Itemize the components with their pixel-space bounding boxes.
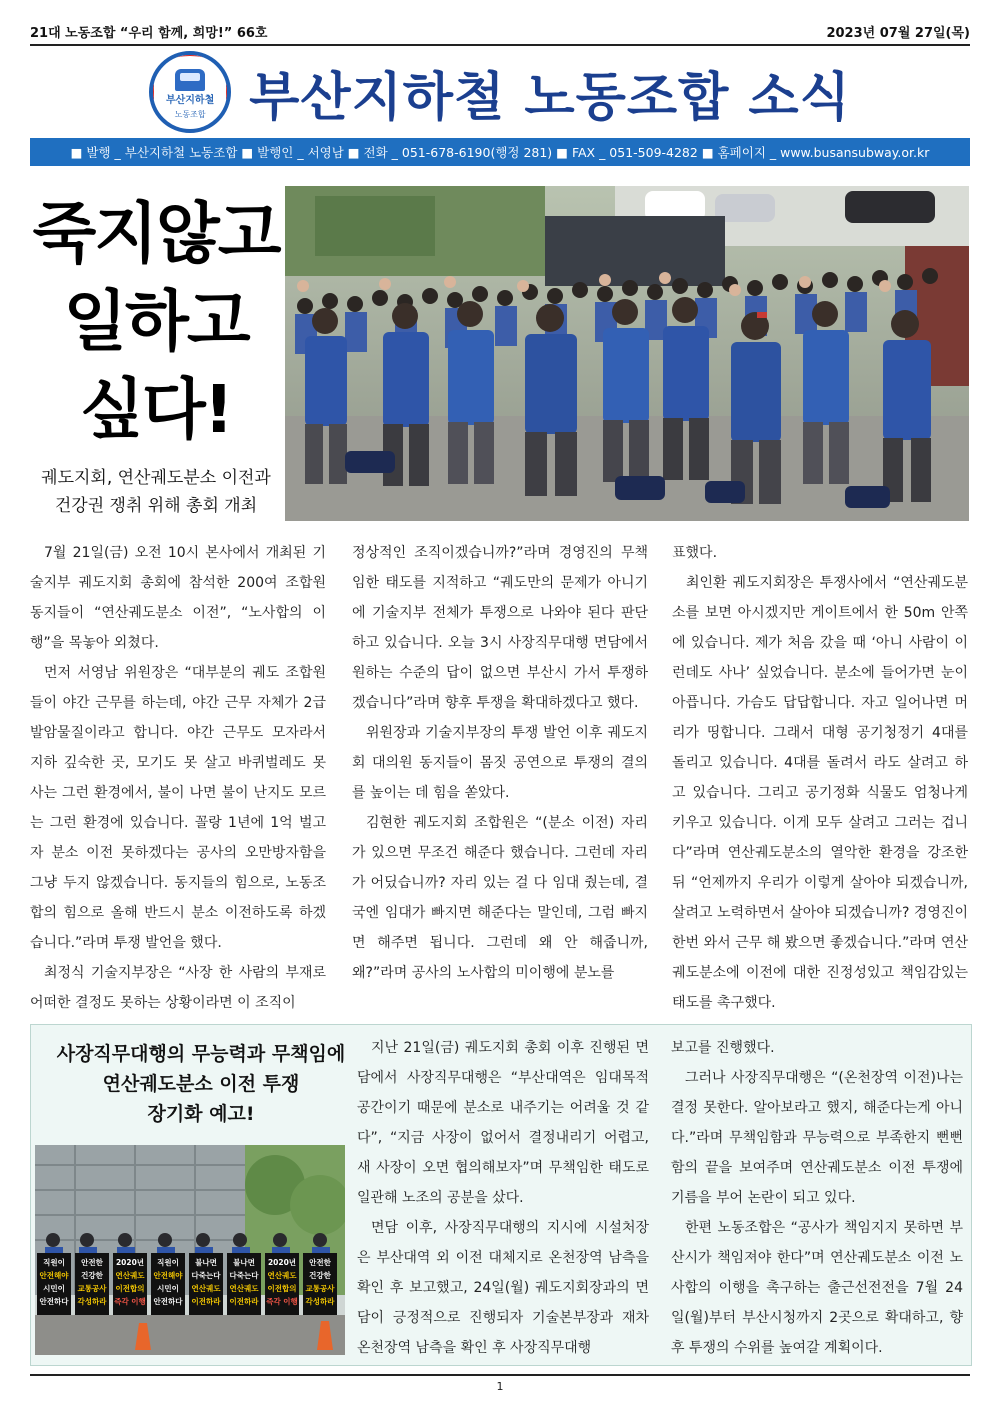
article-column-1 xyxy=(30,538,326,1018)
sign-6-line-1: 불나면 xyxy=(233,1258,255,1267)
side-story-box xyxy=(30,1024,972,1366)
paragraph: 최인환 궤도지회장은 투쟁사에서 “연산궤도분소를 보면 아시겠지만 게이트에서 한 50m 안쪽에 있습니다. 제가 처음 갔을 때 ‘아니 사람이 이런데도 사나’ 싶었습니다. 분소에 들어가면 눈이 아픕니다. 가슴도 답답합니다. 자고 일어나면 머리가 띵합니다. 그래서 대형 공기청정기 4대를 돌리고 있습니다. 4대를 돌려서 라도 살려고 하고 있습니다. 그리고 공기정화 식물도 엄청나게 키우고 있습니다. 이게 모두 살려고 그러는 겁니다”라며 연산궤도분소의 열악한 환경을 강조한 뒤 “언제까지 우리가 이렇게 살아야 되겠습니까, 살려고 노력하면서 살아야 되겠습니까? 경영진이 한번 와서 근무 해 봤으면 좋겠습니다.”라며 연산궤도분소에 이전에 대한 진정성있고 책임감있는 태도를 촉구했다. xyxy=(672,575,968,1011)
sign-1-line-3: 시민이 xyxy=(43,1284,65,1293)
box-column-2 xyxy=(671,1033,963,1363)
sign-8-line-2: 건강한 xyxy=(309,1271,331,1280)
issue-date: 2023년 07월 27일(목) xyxy=(826,25,970,41)
headline-line-3: 싶다! xyxy=(80,371,232,448)
sign-1-line-1: 직원이 xyxy=(43,1258,65,1267)
sign-6-line-4: 이전하라 xyxy=(229,1297,259,1306)
paragraph: 보고를 진행했다. xyxy=(671,1040,775,1056)
paragraph: 지난 21일(금) 궤도지회 총회 이후 진행된 면담에서 사장직무대행은 “부산대역은 임대목적 공간이기 때문에 분소로 내주기는 어려울 것 같다”, “지금 사장이 없어서 결정내리기 어렵고, 새 사장이 오면 협의해보자”며 무책임한 태도로 일관해 노조의 공분을 샀다. xyxy=(357,1040,649,1206)
sign-7-line-1: 2020년 xyxy=(267,1258,297,1267)
sign-5-line-1: 불나면 xyxy=(195,1258,217,1267)
subheadline-line-1: 궤도지회, 연산궤도분소 이전과 xyxy=(41,468,271,488)
sign-8-line-4: 각성하라 xyxy=(305,1297,335,1306)
sign-2-line-3: 교통공사 xyxy=(77,1284,107,1293)
subheadline-line-2: 건강권 쟁취 위해 총회 개최 xyxy=(54,496,258,516)
paragraph: 7월 21일(금) 오전 10시 본사에서 개최된 기술지부 궤도지회 총회에 참석한 200여 조합원 동지들이 “연산궤도분소 이전”, “노사합의 이행”을 목놓아 외쳤다. xyxy=(30,545,326,651)
sign-4-line-1: 직원이 xyxy=(157,1258,179,1267)
sign-5-line-2: 다죽는다 xyxy=(191,1271,221,1280)
sign-1-line-2: 안전해야 xyxy=(39,1271,69,1280)
publisher-info-bar: ■ 발행 _ 부산지하철 노동조합 ■ 발행인 _ 서영남 ■ 전화 _ 051-678-6190(행정 281) ■ FAX _ 051-509-4282 ■ 홈페이지 _ www.busansubway.or.kr xyxy=(30,138,970,166)
sign-2-line-1: 안전한 xyxy=(81,1258,103,1267)
paragraph: 위원장과 기술지부장의 투쟁 발언 이후 궤도지회 대의원 동지들이 몸짓 공연으로 투쟁의 결의를 높이는 데 힘을 쏟았다. xyxy=(352,725,648,801)
paragraph: 먼저 서영남 위원장은 “대부분의 궤도 조합원들이 야간 근무를 하는데, 야간 근무 자체가 2급 발암물질이라고 합니다. 야간 근무도 모자라서 지하 깊숙한 곳, 모기도 못 살고 바퀴벌레도 못 사는 그런 환경에서, 불이 나면 불이 난지도 모르는 그런 환경에 있습니다. 꼴랑 1년에 1억 벌고자 분소 이전 못하겠다는 공사의 오만방자함을 그냥 두지 않겠습니다. 동지들의 힘으로, 노동조합의 힘으로 올해 반드시 분소 이전하도록 하겠습니다.”라며 투쟁 발언을 했다. xyxy=(30,665,326,951)
issue-line xyxy=(30,20,970,46)
sign-3-line-1: 2020년 xyxy=(115,1258,145,1267)
article-body xyxy=(30,538,970,1020)
logo-subtext: 노동조합 xyxy=(174,110,206,119)
sign-4-line-3: 시민이 xyxy=(157,1284,179,1293)
paragraph: 그러나 사장직무대행은 “(온천장역 이전)나는 결정 못한다. 알아보라고 했지, 해준다는게 아니다.”라며 무책임함과 무능력으로 부족한지 뻔뻔함의 끝을 보여주며 연산궤도분소 이전 투쟁에 기름을 부어 논란이 되고 있다. xyxy=(671,1070,963,1206)
headline-line-1: 죽지않고 xyxy=(32,195,280,272)
paragraph: 한편 노동조합은 “공사가 책임지지 못하면 부산시가 책임져야 한다”며 연산궤도분소 이전 노사합의 이행을 촉구하는 출근선전전을 7월 24일(월)부터 부산시청까지 2곳으로 확대하고, 향후 투쟁의 수위를 높여갈 계획이다. xyxy=(671,1220,963,1356)
article-column-2 xyxy=(352,538,648,988)
subheadline xyxy=(30,464,282,520)
paragraph: 표했다. xyxy=(672,545,718,561)
sign-5-line-3: 연산궤도 xyxy=(191,1284,221,1293)
headline-line-2: 일하고 xyxy=(63,283,249,360)
protest-photo xyxy=(35,1145,345,1355)
rally-photo xyxy=(285,186,969,521)
sign-3-line-4: 즉각 이행 xyxy=(114,1297,146,1306)
union-logo xyxy=(149,51,231,133)
sign-8-line-3: 교통공사 xyxy=(305,1284,335,1293)
masthead xyxy=(30,50,970,134)
logo-text: 부산지하철 xyxy=(165,95,215,106)
sign-5-line-4: 이전하라 xyxy=(191,1297,221,1306)
sign-7-line-2: 연산궤도 xyxy=(267,1271,297,1280)
sign-6-line-2: 다죽는다 xyxy=(229,1271,259,1280)
sign-8-line-1: 안전한 xyxy=(309,1258,331,1267)
issue-label: 21대 노동조합 “우리 함께, 희망!” 66호 xyxy=(30,25,268,41)
sign-3-line-3: 이전합의 xyxy=(115,1284,145,1293)
box-column-1 xyxy=(357,1033,649,1363)
box-title xyxy=(41,1039,361,1129)
main-headline xyxy=(30,190,282,520)
paragraph: 김현한 궤도지회 조합원은 “(분소 이전) 자리가 있으면 무조건 해준다 했습니다. 그런데 자리가 어딨습니까? 자리 있는 걸 다 임대 줬는데, 결국엔 임대가 빠지면 해준다는 말인데, 그럼 빠지면 해주면 됩니다. 그런데 왜 안 해줍니까, 왜?”라며 공사의 노사합의 미이행에 분노를 xyxy=(352,815,648,981)
sign-2-line-2: 건강한 xyxy=(81,1271,103,1280)
box-title-line-2: 연산궤도분소 이전 투쟁 xyxy=(102,1073,300,1095)
paragraph: 최정식 기술지부장은 “사장 한 사람의 부재로 어떠한 결정도 못하는 상황이라면 이 조직이 xyxy=(30,965,326,1011)
sign-4-line-2: 안전해야 xyxy=(153,1271,183,1280)
box-title-line-1: 사장직무대행의 무능력과 무책임에 xyxy=(56,1043,346,1065)
box-title-line-3: 장기화 예고! xyxy=(147,1103,255,1125)
sign-2-line-4: 각성하라 xyxy=(77,1297,107,1306)
sign-7-line-3: 이전합의 xyxy=(267,1284,297,1293)
article-column-3 xyxy=(672,538,968,1018)
sign-1-line-4: 안전하다 xyxy=(39,1297,69,1306)
newsletter-title: 부산지하철 노동조합 소식 xyxy=(249,67,851,128)
sign-6-line-3: 연산궤도 xyxy=(229,1284,259,1293)
paragraph: 정상적인 조직이겠습니까?”라며 경영진의 무책임한 태도를 지적하고 “궤도만의 문제가 아니기에 기술지부 전체가 투쟁으로 나와야 된다 판단하고 있습니다. 오늘 3시 사장직무대행 면담에서 원하는 수준의 답이 없으면 부산시 가서 투쟁하겠습니다”라며 향후 투쟁을 확대하겠다고 했다. xyxy=(352,545,648,711)
page-number: 1 xyxy=(30,1374,970,1393)
paragraph: 면담 이후, 사장직무대행의 지시에 시설처장은 부산대역 외 이전 대체지로 온천장역 남측을 확인 후 보고했고, 24일(월) 궤도지회장과의 면담이 긍정적으로 진행되자 기술본부장과 재차 온천장역 남측을 확인 후 사장직무대행 xyxy=(357,1220,649,1356)
sign-4-line-4: 안전하다 xyxy=(153,1297,183,1306)
sign-3-line-2: 연산궤도 xyxy=(115,1271,145,1280)
sign-7-line-4: 즉각 이행 xyxy=(266,1297,298,1306)
